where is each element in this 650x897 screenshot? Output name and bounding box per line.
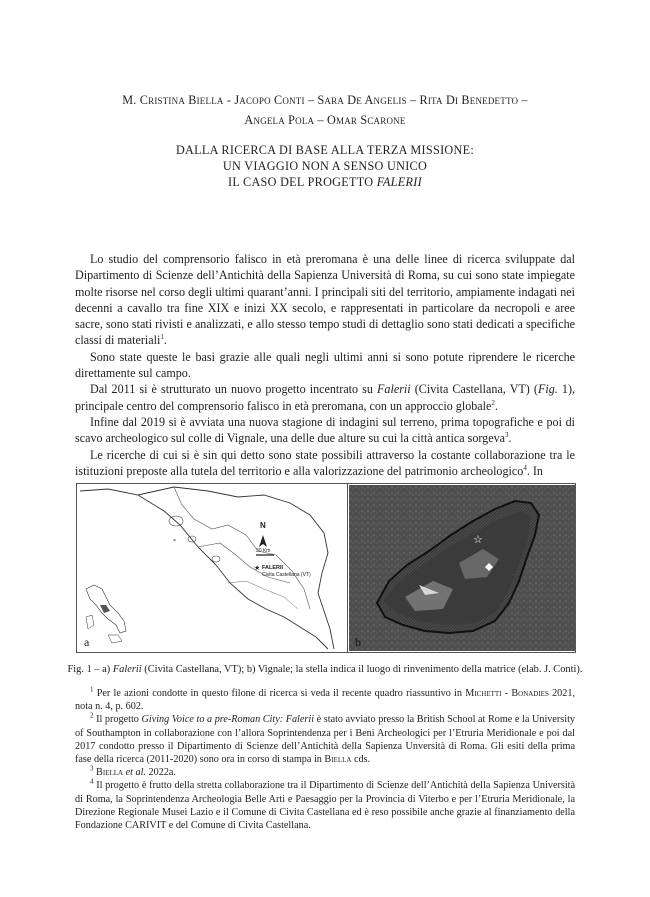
figure-ref-link[interactable]: Fig. xyxy=(537,382,558,397)
footnote-2 xyxy=(75,713,575,766)
article-title xyxy=(60,142,590,190)
title-line-3 xyxy=(60,174,590,190)
footnote-3-citation: Biella xyxy=(96,767,124,779)
paragraph-2: Sono state queste le basi grazie alle quali negli ultimi anni si sono potute riprendere le ricerche direttamente sul campo. xyxy=(75,349,575,381)
footnotes xyxy=(75,687,575,832)
p3-text-c: 1), principale centro del comprensorio falisco in età preromana, con un approccio globale xyxy=(75,382,575,413)
footnote-2-number: 2 xyxy=(90,712,94,721)
aerial-photo-image xyxy=(349,485,575,651)
footnote-2-text-c: cds. xyxy=(351,754,371,766)
find-spot-star-icon: ☆ xyxy=(473,534,483,546)
panel-a-label: a xyxy=(84,635,90,649)
footnote-2-text-a: Il progetto xyxy=(96,714,142,726)
p3-end: . xyxy=(494,398,498,413)
footnote-2-project-title: Giving Voice to a pre-Roman City: Falerii xyxy=(141,714,315,726)
footnote-3 xyxy=(75,766,575,779)
p5-text: Le ricerche di cui si è sin qui detto sono state possibili attraverso la costante collaborazione tra le istituzioni preposte alla tutela del territorio e alla valorizzazione del patrimonio archeologico xyxy=(75,447,575,478)
footnote-ref-3[interactable]: 3 xyxy=(505,431,509,440)
footnote-1 xyxy=(75,687,575,713)
figure-divider xyxy=(347,484,348,652)
footnote-ref-2[interactable]: 2 xyxy=(491,398,495,407)
p1-text: Lo studio del comprensorio falisco in età preromana è una delle linee di ricerca sviluppate dal Dipartimento di Scienze dell’Antichità della Sapienza Università di Roma, su cui sono state impiegate molte risorse nel corso degli ultimi quarant’anni. I principali siti del territorio, ampiamente indagati nei decenni a cavallo tra fine XIX e inizi XX secolo, e rappresentati in particolare da necropoli e aree sacre, sono stati rivisti e analizzati, e allo stesso tempo studi di dettaglio sono stati dedicati a specifiche classi di materiali xyxy=(75,252,575,348)
footnote-3-year: 2022a. xyxy=(145,767,176,779)
italy-map-image xyxy=(78,485,346,651)
p5-end: . In xyxy=(526,463,543,478)
p3-text-a: Dal 2011 si è strutturato un nuovo progetto incentrato su xyxy=(90,382,378,397)
footnote-4-number: 4 xyxy=(90,778,94,787)
footnote-4 xyxy=(75,779,575,832)
svg-text:*: * xyxy=(173,539,176,545)
title-line-3-prefix: IL CASO DEL PROGETTO xyxy=(228,175,377,189)
paragraph-5 xyxy=(75,447,575,480)
p3-text-b: (Civita Castellana, VT) ( xyxy=(410,382,538,397)
p4-end: . xyxy=(508,431,512,446)
caption-text-a: Fig. 1 – a) xyxy=(67,664,113,675)
title-line-3-italic: FALERII xyxy=(376,175,422,189)
panel-b-label: b xyxy=(355,635,361,649)
scale-label: 30 Km xyxy=(256,548,271,554)
p1-end: . xyxy=(163,333,167,348)
site-star-icon: ★ xyxy=(254,564,261,572)
footnote-2-citation: Biella xyxy=(324,754,352,766)
footnote-ref-1[interactable]: 1 xyxy=(160,333,164,342)
authors-line-1: M. Cristina Biella - Jacopo Conti – Sara De Angelis – Rita Di Benedetto – xyxy=(122,93,528,107)
footnote-1-text-a: Per le azioni condotte in questo filone di ricerca si veda il recente quadro riassuntivo in xyxy=(96,688,466,699)
caption-text-b: (Civita Castellana, VT); b) Vignale; la stella indica il luogo di rinvenimento della matrice (elab. J. Conti). xyxy=(141,664,583,675)
footnote-3-et-al: et al. xyxy=(123,767,146,779)
authors-block xyxy=(60,90,590,130)
figure-panel-b-aerial-photo xyxy=(349,485,575,651)
paragraph-4 xyxy=(75,414,575,447)
footnote-1-citation: Michetti - Bonadies xyxy=(465,688,549,699)
footnote-ref-4[interactable]: 4 xyxy=(523,463,527,472)
footnote-1-number: 1 xyxy=(90,685,94,694)
title-line-2: UN VIAGGIO NON A SENSO UNICO xyxy=(222,159,428,173)
body-text xyxy=(75,251,575,479)
paragraph-3 xyxy=(75,381,575,414)
p3-italic-falerii: Falerii xyxy=(377,382,411,397)
site-sub-label: Civita Castellana (VT) xyxy=(262,572,311,578)
p4-text: Infine dal 2019 si è avviata una nuova stagione di indagini sul terreno, prima topografiche e poi di scavo archeologico sul colle di Vignale, una delle due alture su cui la città antica sorgeva xyxy=(75,414,575,446)
title-line-1: DALLA RICERCA DI BASE ALLA TERZA MISSIONE: xyxy=(175,143,475,157)
footnote-1-text-b: 2021, nota n. 4, p. 602. xyxy=(75,688,576,713)
authors-line-2: Angela Pola – Omar Scarone xyxy=(244,113,406,127)
footnote-4-text: Il progetto è frutto della stretta collaborazione tra il Dipartimento di Scienze dell’Antichità della Sapienza Università di Roma, la Soprintendenza Archeologia Belle Arti e Paesaggio per la Provincia di Viterbo e per l’Etruria Meridionale, la Direzione Regionale Musei Lazio e il Comune di Civita Castellana ed è reso possibile anche grazie al finanziamento della Fondazione CARIVIT e del Comune di Civita Castellana. xyxy=(75,780,576,832)
site-name-label: FALERII xyxy=(262,565,284,571)
figure-caption xyxy=(60,663,590,677)
paragraph-1 xyxy=(75,251,575,349)
figure-1 xyxy=(76,483,576,653)
north-label: N xyxy=(260,521,266,530)
footnote-2-text-b: è stato avviato presso la British School at Rome e la University of Southampton in collaborazione con l’allora Soprintendenza per i Beni Archeologici per l’Etruria Meridionale e poi dal 2017 condotto presso il Dipartimento di Scienze dell’Antichità della Sapienza Unversità di Roma. Gli esiti della prima fase della ricerca (2011-2020) sono ora in corso di stampa in xyxy=(75,714,575,766)
caption-italic: Falerii xyxy=(112,664,142,675)
footnote-3-number: 3 xyxy=(90,764,94,773)
figure-panel-a-map xyxy=(78,485,346,651)
